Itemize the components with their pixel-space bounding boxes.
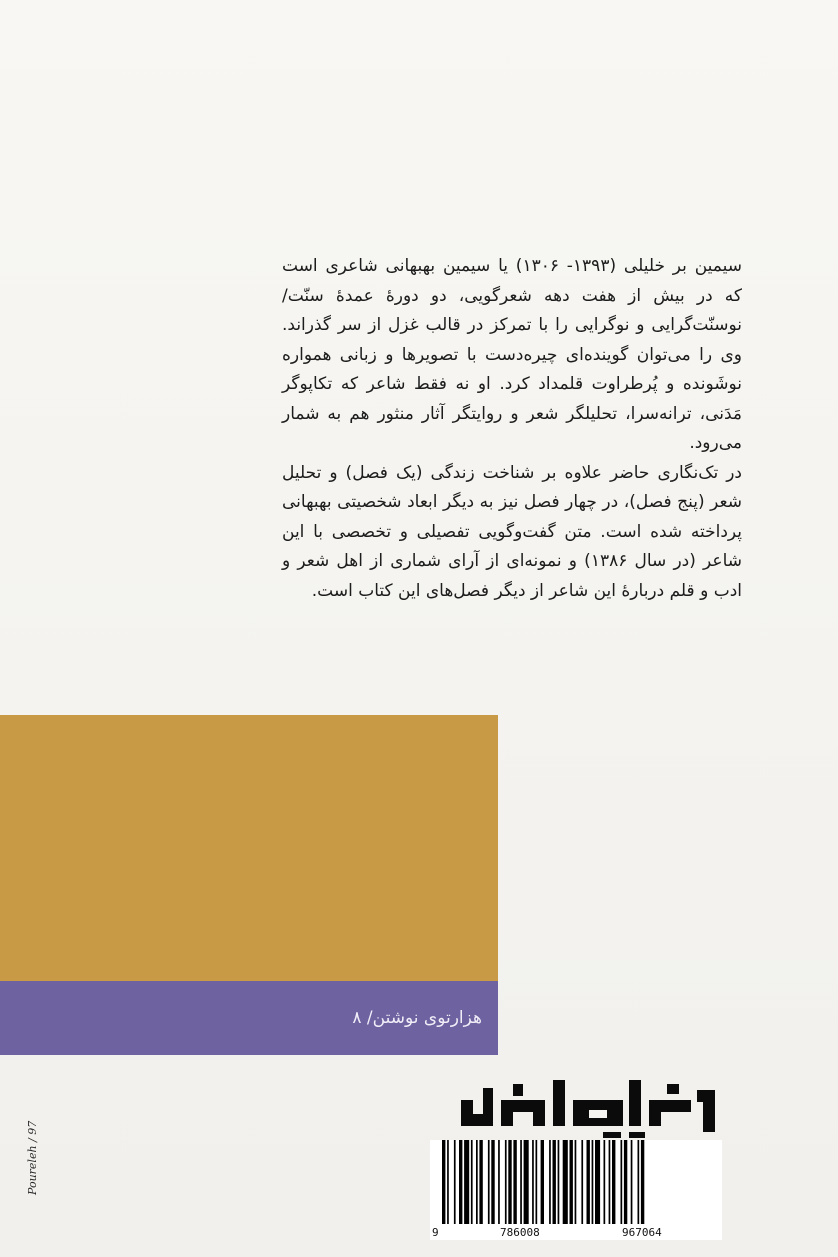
barcode-bar: [536, 1140, 538, 1224]
barcode-bar: [631, 1140, 633, 1224]
barcode-bar: [570, 1140, 573, 1224]
barcode-bar: [520, 1140, 522, 1224]
series-band: [0, 981, 498, 1055]
barcode-bar: [508, 1140, 511, 1224]
barcode-bar: [524, 1140, 529, 1224]
barcode-bar: [513, 1140, 516, 1224]
barcode-bar: [595, 1140, 600, 1224]
barcode-bar: [471, 1140, 473, 1224]
barcode-bar: [464, 1140, 469, 1224]
blurb-paragraph-1: سیمین بر خلیلی (۱۳۹۳- ۱۳۰۶) یا سیمین بهبهانی شاعری است که در بیش از هفت دهه شعرگویی، دو دورهٔ عمدهٔ سنّت/ نوسنّت‌گرایی و نوگرایی را با تمرکز در قالب غزل از سر گذراند. وی را می‌توان گوینده‌ای چیره‌دست با تصویرها و زبانی همواره نوشَونده و پُرطراوت قلمداد کرد. او نه فقط شاعر که تکاپوگر مَدَنی، ترانه‌سرا، تحلیلگر شعر و روایتگر آثار منثور هم به شمار می‌رود.: [282, 256, 742, 453]
barcode-bar: [587, 1140, 590, 1224]
barcode-bar: [558, 1140, 560, 1224]
ochre-color-block: [0, 715, 498, 981]
isbn-digits: [430, 1226, 722, 1240]
isbn-digit-1: 9: [432, 1226, 439, 1239]
barcode-bar: [638, 1140, 640, 1224]
barcode-bar: [575, 1140, 577, 1224]
isbn-group-2: 967064: [622, 1226, 662, 1239]
barcode-bar: [624, 1140, 627, 1224]
barcode-bar: [491, 1140, 494, 1224]
barcode-bar: [641, 1140, 644, 1224]
back-cover-blurb: [282, 252, 742, 606]
barcode-bar: [488, 1140, 490, 1224]
barcode-bar: [563, 1140, 568, 1224]
blurb-paragraph-2: در تک‌نگاری حاضر علاوه بر شناخت زندگی (یک فصل) و تحلیل شعر (پنج فصل)، در چهار فصل نیز به دیگر ابعاد شخصیتی بهبهانی پرداخته شده است. متن گفت‌وگویی تفصیلی و تخصصی با این شاعر (در سال ۱۳۸۶) و نمونه‌ای از آرای شماری از اهل شعر و ادب و قلم دربارهٔ این شاعر از دیگر فصل‌های این کتاب است.: [282, 462, 742, 601]
barcode-bar: [442, 1140, 445, 1224]
barcode-bar: [479, 1140, 482, 1224]
isbn-barcode: [430, 1140, 722, 1240]
series-label: هزارتوی نوشتن/ ۸: [352, 1008, 482, 1028]
barcode-bar: [581, 1140, 583, 1224]
barcode-bar: [553, 1140, 556, 1224]
barcode-bar: [532, 1140, 534, 1224]
barcode-bar: [592, 1140, 594, 1224]
barcode-bar: [621, 1140, 623, 1224]
barcode-bars: [440, 1140, 712, 1226]
barcode-bar: [612, 1140, 615, 1224]
barcode-bar: [541, 1140, 544, 1224]
barcode-bar: [447, 1140, 449, 1224]
barcode-bar: [476, 1140, 478, 1224]
barcode-bar: [459, 1140, 462, 1224]
designer-credit: Poureleh / 97: [26, 1120, 39, 1195]
publisher-logo: [453, 1070, 721, 1140]
barcode-bar: [549, 1140, 551, 1224]
barcode-bar: [498, 1140, 500, 1224]
barcode-bar: [505, 1140, 507, 1224]
barcode-bar: [609, 1140, 611, 1224]
barcode-bar: [454, 1140, 456, 1224]
barcode-bar: [604, 1140, 606, 1224]
isbn-group-1: 786008: [500, 1226, 540, 1239]
